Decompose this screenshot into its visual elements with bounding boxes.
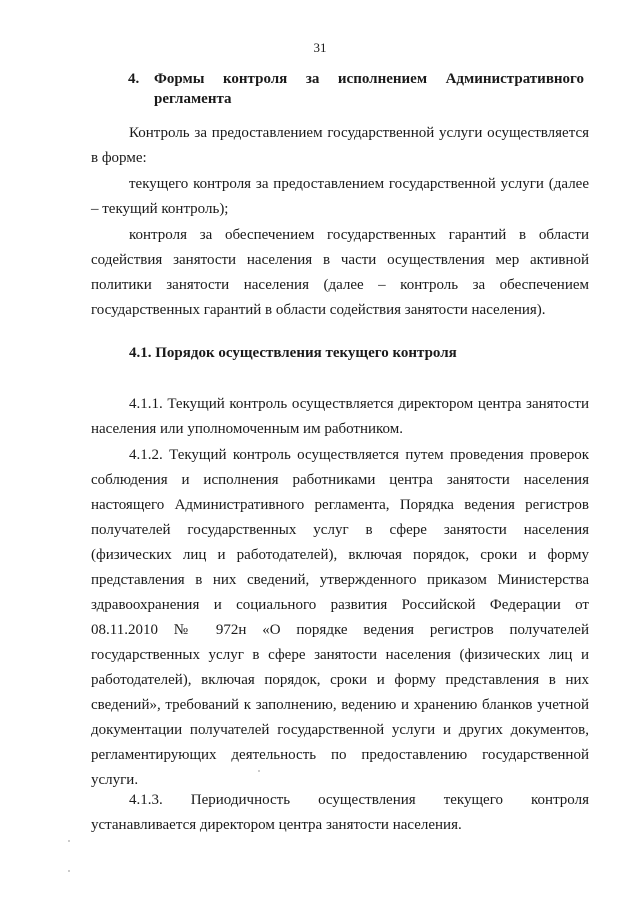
paragraph-4-1-3-line1: 4.1.3. Периодичность осуществления текущего контроля [129,792,589,808]
section-number: 4. [128,71,140,87]
paragraph-control-form: Контроль за предоставлением государственной услуги осуществляется в форме: [91,125,589,166]
scan-speck [258,770,260,772]
subsection-heading-4-1: 4.1. Порядок осуществления текущего контроля [129,345,457,361]
paragraph-guarantee-control: контроля за обеспечением государственных гарантий в области содействия занятости населения в части осуществления мер активной политики занятости населения (далее – контроль за обеспечением государственных гарантий в области содействия занятости населения). [91,227,589,318]
paragraph-current-control: текущего контроля за предоставлением государственной услуги (далее – текущий контроль); [91,176,589,217]
paragraph-4-1-3-line2: устанавливается директором центра занятости населения. [91,817,462,833]
section-title-line2: регламента [154,91,232,107]
paragraph-4-1-3 [91,788,589,838]
paragraph-4-1-1: 4.1.1. Текущий контроль осуществляется директором центра занятости населения или уполномоченным им работником. [91,396,589,437]
section-title-line1: Формы контроля за исполнением Административного [154,71,584,87]
scan-speck [68,840,70,842]
paragraph-4-1-2: 4.1.2. Текущий контроль осуществляется путем проведения проверок соблюдения и исполнения работниками центра занятости населения настоящего Административного регламента, Порядка ведения регистров получателей государственных услуг в сфере занятости населения (физических лиц и работодателей), включая порядок, сроки и форму представления в них сведений, утвержденного приказом Министерства здравоохранения и социального развития Российской Федерации от 08.11.2010 № 972н «О порядке ведения регистров получателей государственных услуг в сфере занятости населения (физических лиц и работодателей), включая порядок, сроки и форму представления в них сведений», требований к заполнению, ведению и хранению бланков учетной документации получателей государственной услуги и других документов, регламентирующих деятельность по предоставлению государственной услуги. [91,447,589,788]
scan-speck [68,870,70,872]
page-number: 31 [313,40,327,55]
